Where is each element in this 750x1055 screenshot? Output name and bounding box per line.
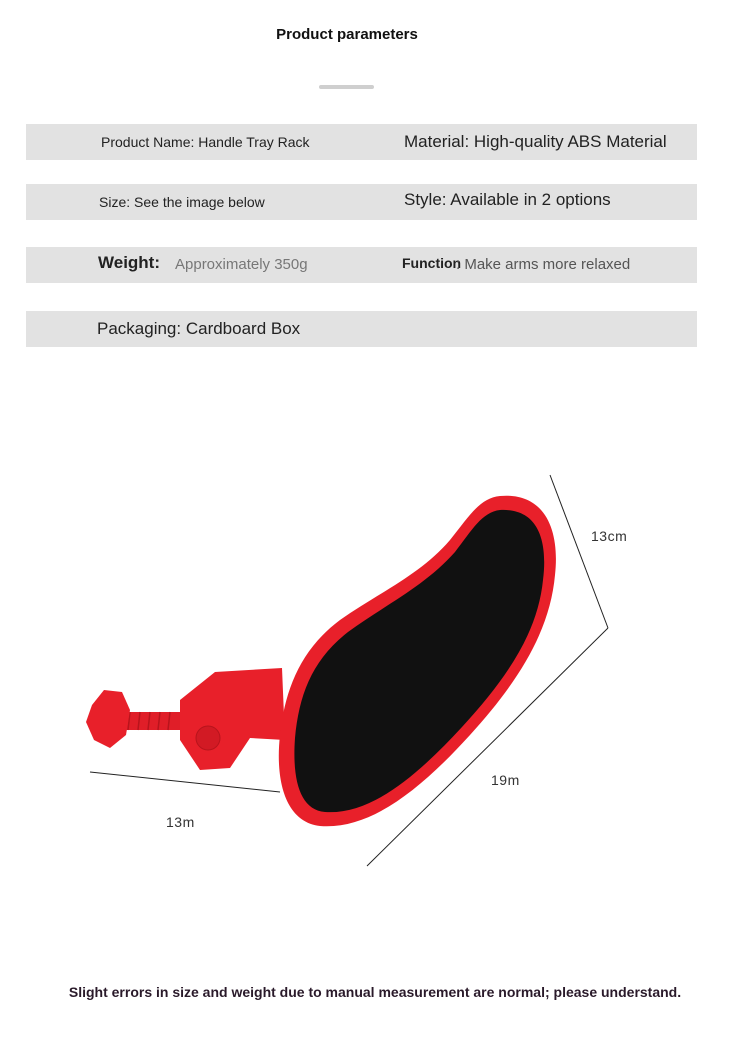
param-function-value: : Make arms more relaxed — [456, 256, 631, 273]
clamp — [86, 668, 285, 770]
param-material: Material: High-quality ABS Material — [404, 132, 667, 151]
knob — [86, 690, 130, 748]
param-weight-key: Weight: — [98, 253, 161, 272]
measurement-disclaimer: Slight errors in size and weight due to manual measurement are normal; please understand. — [68, 984, 682, 1000]
dimension-length-label: 19m — [491, 772, 520, 788]
param-product-name: Product Name: Handle Tray Rack — [101, 134, 310, 150]
param-row — [26, 311, 697, 347]
param-style: Style: Available in 2 options — [404, 190, 611, 209]
param-row — [26, 124, 697, 160]
param-packaging: Packaging: Cardboard Box — [97, 319, 301, 338]
product-image — [0, 440, 750, 890]
param-function-key: Function — [402, 255, 462, 271]
dimension-width-label: 13cm — [591, 528, 628, 544]
param-row — [26, 247, 697, 283]
param-weight-value: Approximately 350g — [175, 256, 308, 273]
param-row — [26, 184, 697, 220]
param-size: Size: See the image below — [99, 194, 265, 210]
dimension-depth-label: 13m — [166, 814, 195, 830]
page-title: Product parameters — [276, 26, 418, 43]
title-underline — [319, 85, 374, 89]
